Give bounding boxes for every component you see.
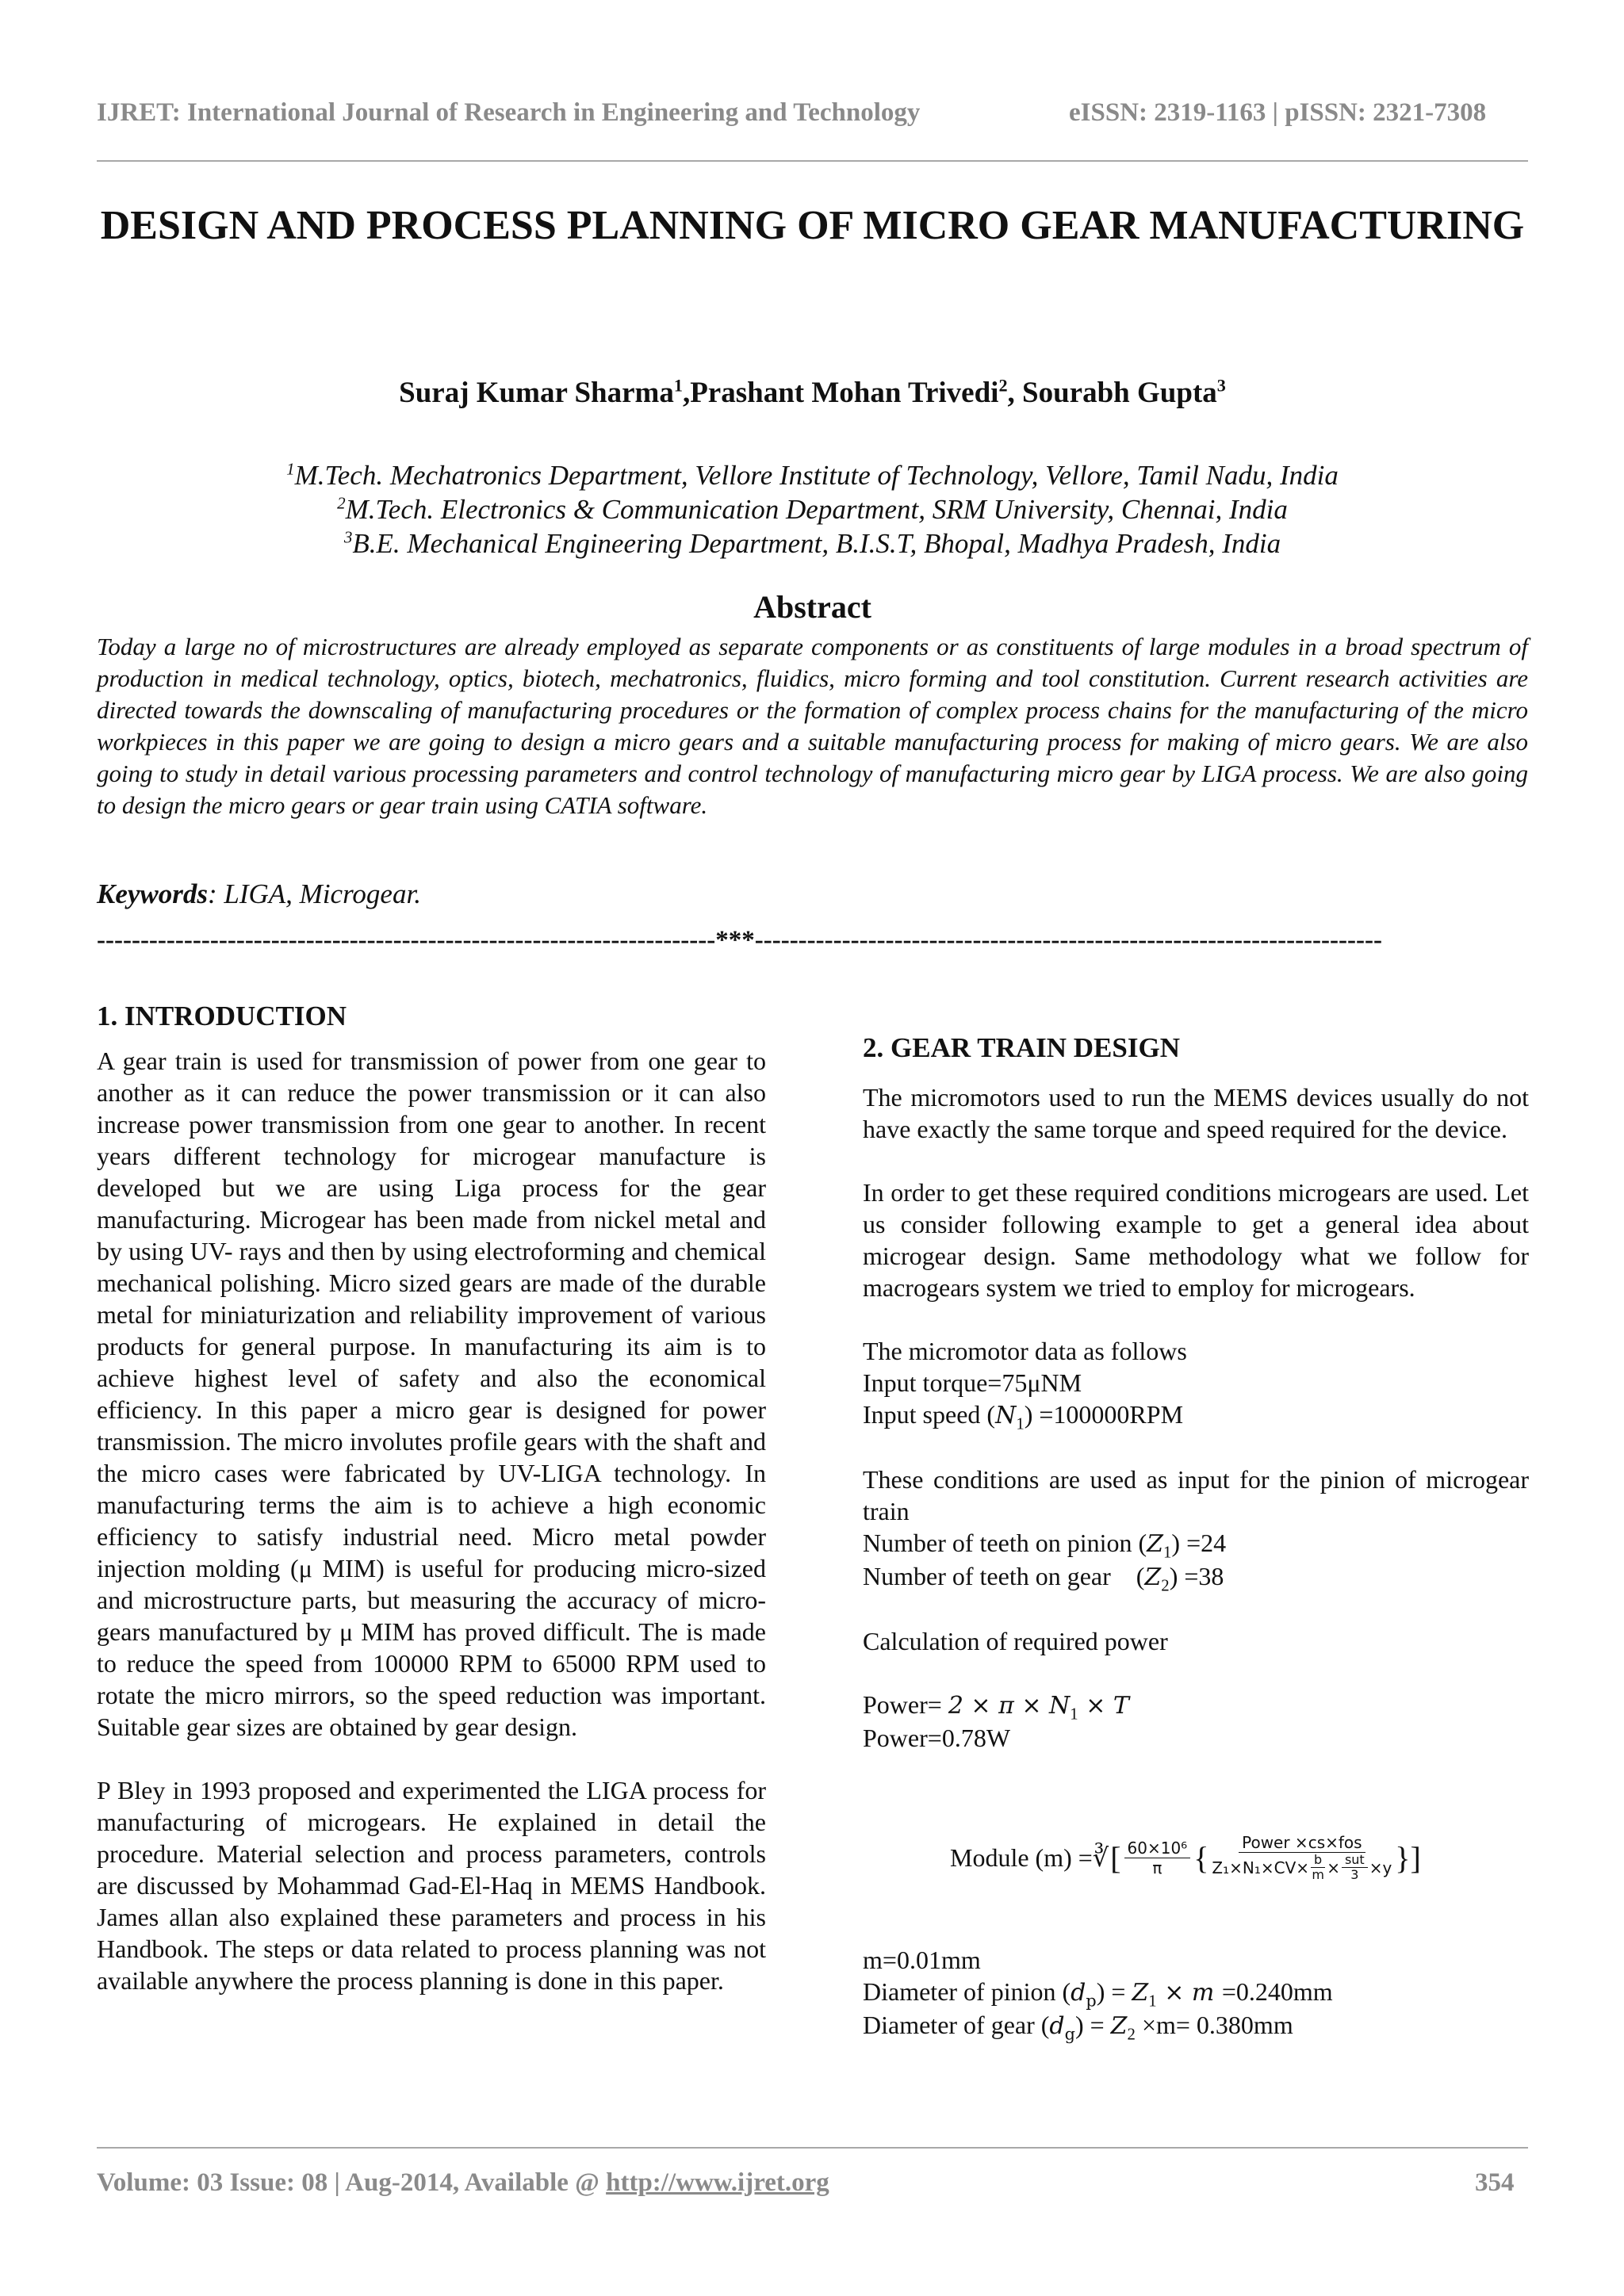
journal-name: IJRET: International Journal of Research in Engineering and Technology <box>97 98 921 127</box>
affiliation-text: M.Tech. Electronics & Communication Department, SRM University, Chennai, India <box>345 494 1288 525</box>
affiliation-mark: 3 <box>343 527 353 547</box>
intro-body <box>97 1045 766 1996</box>
issn: eISSN: 2319-1163 | pISSN: 2321-7308 <box>1069 98 1487 127</box>
input-speed: Input speed $(N_1) =100000RPM$ <box>863 1400 1184 1433</box>
author-affiliation-mark: 1 <box>673 375 683 396</box>
paragraph: P Bley in 1993 proposed and experimented the LIGA process for manufacturing of microgears. He explained in detail the procedure. Material selection and process parameters, controls are discussed by Mohammad Gad-El-Haq in MEMS Handbook. James allan also explained these parameters and process in his Handbook. The steps or data related to process planning was not available anywhere the process planning is done in this paper. <box>97 1776 766 1995</box>
affiliation-text: M.Tech. Mechatronics Department, Vellore Institute of Technology, Vellore, Tamil Nadu, India <box>294 460 1339 491</box>
author-name: Sourabh Gupta <box>1022 377 1217 409</box>
affiliation-mark: 2 <box>337 493 346 513</box>
keywords-label: Keywords <box>97 878 208 909</box>
pinion-diameter: Diameter of pinion $(d_p) = Z_1 \times m =0.240mm$ <box>863 1977 1333 2011</box>
paragraph: Calculation of required power <box>863 1627 1168 1655</box>
gear-results <box>863 1944 1529 2042</box>
gear-teeth: Number of teeth on gear $(Z_2) =38$ <box>863 1562 1224 1595</box>
affiliation <box>97 494 1528 526</box>
section-heading: 1. INTRODUCTION <box>97 1001 347 1031</box>
paragraph: The micromotors used to run the MEMS devices usually do not have exactly the same torque and speed required for the device. <box>863 1083 1529 1143</box>
keywords <box>97 878 421 910</box>
author-name: Prashant Mohan Trivedi <box>690 377 999 409</box>
input-torque: Input torque=75μNM <box>863 1368 1082 1397</box>
journal-link[interactable]: http://www.ijret.org <box>606 2168 829 2197</box>
gear-diameter: Diameter of gear $(d_g) = Z_2 \times m= 0.380mm$ <box>863 2011 1293 2044</box>
page-number: 354 <box>1475 2168 1515 2197</box>
footer-volume: Volume: 03 Issue: 08 | Aug-2014, Available @ http://www.ijret.org <box>97 2168 829 2197</box>
affiliation <box>97 528 1528 560</box>
paragraph: In order to get these required conditions microgears are used. Let us consider following example to get a general idea about microgear design. Same methodology what we follow for macrogears system we tried to employ for microgears. <box>863 1178 1529 1302</box>
paper-title: DESIGN AND PROCESS PLANNING OF MICRO GEAR MANUFACTURING <box>100 203 1525 248</box>
paragraph: A gear train is used for transmission of power from one gear to another as it can reduce the power transmission or it can also increase power transmission from one gear to another. In recent years different technology for microgear manufacture is developed but we are using Liga process for the gear manufacturing. Microgear has been made from nickel metal and by using UV- rays and then by using electroforming and chemical mechanical polishing. Micro sized gears are made of the durable metal for miniaturization and reliability improvement of various products for general purpose. In manufacturing its aim is to achieve highest level of safety and also the economical efficiency. In this paper a micro gear is designed for power transmission. The micro involutes profile gears with the shaft and the micro cases were fabricated by UV-LIGA technology. In manufacturing terms the aim is to achieve a high economic efficiency to satisfy industrial need. Micro metal powder injection molding (μ MIM) is useful for producing micro-sized and microstructure parts, but measuring the accuracy of micro-gears manufactured by μ MIM has proved difficult. The is made to reduce the speed from 100000 RPM to 65000 RPM used to rotate the micro mirrors, so the speed reduction was important. Suitable gear sizes are obtained by gear design. <box>97 1047 766 1741</box>
affiliation-mark: 1 <box>286 459 295 479</box>
paragraph: The micromotor data as follows <box>863 1337 1187 1365</box>
module-equation: Module (m) = ∛ [ $\frac{\text{60×10⁶}}{\pi}$ { Power ×cs×fos Z₁×N₁×CV× $\frac{b}{m}$ × $\frac{\text{sut}}{3}$ ×y }] <box>950 1833 1421 1882</box>
footer-divider <box>97 2147 1528 2149</box>
abstract-heading: Abstract <box>753 589 871 625</box>
section-separator: -----------------------------------------------------------------------***------------------------------------------------------------------------ <box>97 926 1382 955</box>
author-list: Suraj Kumar Sharma$^1$,Prashant Mohan Trivedi$^2$, Sourabh Gupta$^3$ <box>399 375 1226 409</box>
gear-body <box>863 1081 1529 1754</box>
keywords-text: : LIGA, Microgear. <box>208 878 421 909</box>
power-value: Power=0.78W <box>863 1724 1011 1752</box>
author-affiliation-mark: 2 <box>998 375 1008 396</box>
abstract-text: Today a large no of microstructures are already employed as separate components or as constituents of large modules in a broad spectrum of production in medical technology, optics, biotech, mechatronics, fluidics, micro forming and tool constitution. Current research activities are directed towards the downscaling of manufacturing procedures or the formation of complex process chains for the manufacturing of the micro workpieces in this paper we are going to design a micro gears and a suitable manufacturing process for making of micro gears. We are also going to study in detail various processing parameters and control technology of manufacturing micro gear by LIGA process. We are also going to design the micro gears or gear train using CATIA software. <box>97 633 1528 819</box>
author-affiliation-mark: 3 <box>1216 375 1226 396</box>
author-name: Suraj Kumar Sharma <box>399 377 674 409</box>
power-equation: Power= $2 \times \pi \times N_1 \times T$ <box>863 1690 1129 1724</box>
header-divider <box>97 160 1528 162</box>
pinion-teeth: Number of teeth on pinion $(Z_1) =24$ <box>863 1529 1227 1562</box>
affiliation-text: B.E. Mechanical Engineering Department, B.I.S.T, Bhopal, Madhya Pradesh, India <box>352 528 1281 559</box>
module-value: m=0.01mm <box>863 1946 981 1974</box>
paragraph: These conditions are used as input for the pinion of microgear train <box>863 1465 1529 1525</box>
section-heading: 2. GEAR TRAIN DESIGN <box>863 1032 1180 1063</box>
affiliation <box>97 460 1528 492</box>
